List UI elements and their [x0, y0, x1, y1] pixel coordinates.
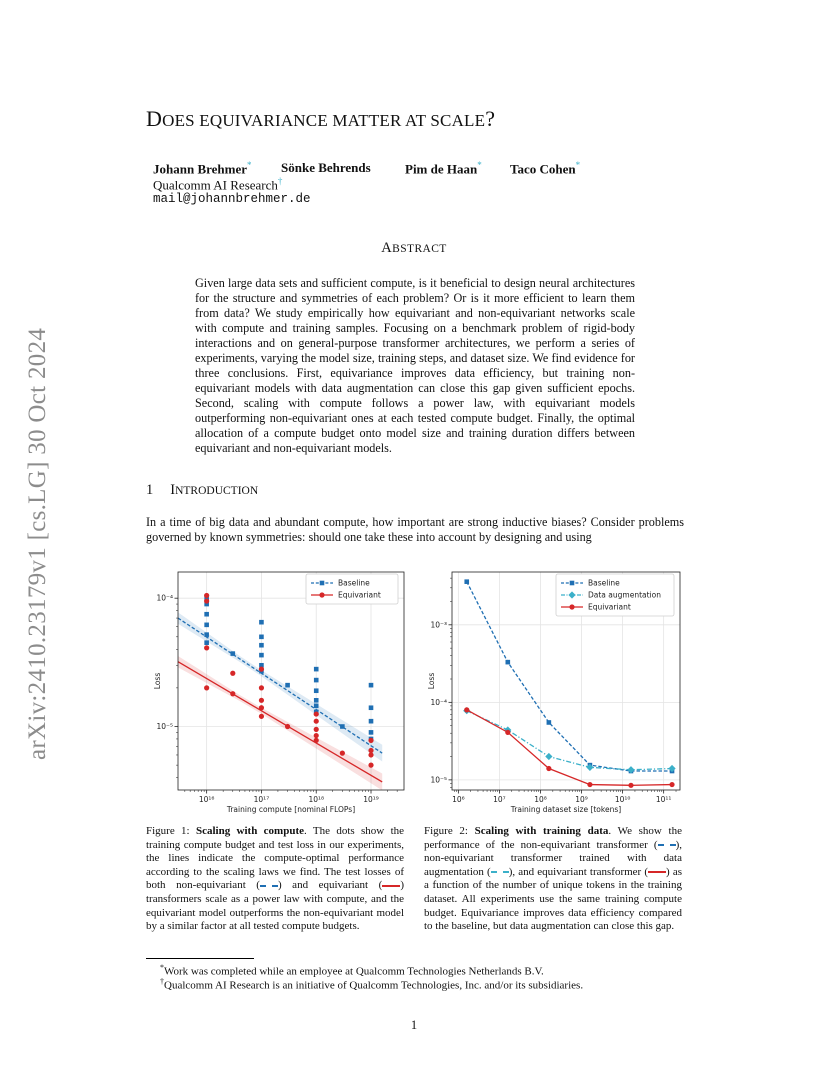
x-tick-label: 10⁸	[534, 795, 547, 804]
x-tick-label: 10¹⁸	[308, 795, 325, 804]
title-part-2: OES EQUIVARIANCE MATTER AT SCALE	[162, 111, 486, 130]
x-tick-label: 10⁶	[452, 795, 465, 804]
footnote-2	[160, 977, 583, 992]
caption-label: Figure 2:	[424, 825, 475, 837]
author-mark: *	[575, 160, 581, 170]
section-title-initial: I	[170, 482, 176, 498]
abstract-heading	[0, 240, 828, 257]
caption-text-2: ) and equivariant (	[277, 879, 383, 892]
data-point	[314, 727, 319, 732]
x-tick-label: 10⁹	[575, 795, 588, 804]
data-point	[314, 733, 319, 738]
caption-text-2: ), non-equivariant transformer trained with data augmentation (	[424, 838, 682, 878]
data-point	[259, 714, 264, 719]
x-axis-label: Training dataset size [tokens]	[510, 805, 622, 814]
title-part-1: D	[146, 106, 163, 131]
author-email[interactable]: mail@johannbrehmer.de	[153, 192, 311, 206]
data-point	[314, 698, 319, 703]
data-point	[368, 748, 373, 753]
data-point	[204, 612, 209, 617]
y-axis-label: Loss	[153, 672, 162, 690]
data-point	[506, 660, 511, 665]
data-point	[204, 632, 209, 637]
abstract-heading-initial: A	[381, 240, 393, 256]
equivariant-line-sample	[382, 885, 400, 887]
data-point	[204, 685, 209, 690]
data-point	[464, 579, 469, 584]
footnote-rule	[146, 958, 254, 959]
affiliation-mark: †	[277, 176, 283, 186]
caption-text-3: ) transformers scale as a power law with compute, and the equivariant model outperforms the non-equivariant model by a similar factor at all tested compute budgets.	[146, 879, 404, 933]
arxiv-stamp: arXiv:2410.23179v1 [cs.LG] 30 Oct 2024	[24, 327, 51, 760]
data-point	[314, 703, 319, 708]
data-point	[204, 640, 209, 645]
author-mark: *	[477, 160, 482, 170]
data-point	[464, 707, 469, 712]
author-4	[510, 160, 580, 177]
data-point	[368, 752, 373, 757]
y-axis-label: Loss	[427, 672, 436, 690]
data-point	[204, 598, 209, 603]
data-point	[369, 683, 374, 688]
data-point	[547, 720, 552, 725]
author-name: Sönke Behrends	[281, 160, 371, 175]
data-point	[369, 730, 374, 735]
legend-label: Equivariant	[338, 590, 381, 600]
augmentation-line-sample	[491, 871, 509, 873]
y-tick-label: 10⁻⁴	[430, 697, 447, 707]
data-point	[259, 667, 264, 672]
data-point	[204, 623, 209, 628]
data-point	[628, 783, 633, 788]
data-point	[369, 705, 374, 710]
legend-label: Data augmentation	[588, 590, 661, 600]
data-point	[259, 620, 264, 625]
chart-legend	[556, 574, 674, 616]
legend-marker	[319, 592, 324, 597]
caption-text-3: ), and equivariant transformer (	[508, 865, 649, 878]
affiliation	[153, 176, 282, 193]
data-point	[669, 782, 674, 787]
x-tick-label: 10¹⁷	[253, 795, 270, 804]
equivariant-line-sample	[648, 871, 666, 873]
footnote-text: Work was completed while an employee at Qualcomm Technologies Netherlands B.V.	[164, 965, 544, 978]
figure-2-chart	[418, 566, 686, 820]
data-point	[204, 593, 209, 598]
baseline-line-sample	[658, 844, 676, 846]
legend-label: Baseline	[338, 578, 370, 588]
data-point	[314, 711, 319, 716]
page-number: 1	[410, 1018, 418, 1032]
caption-text-1: . We show the performance of the non-equivariant transformer (	[424, 825, 682, 851]
data-point	[369, 719, 374, 724]
author-mark: *	[247, 160, 252, 170]
caption-text-1: . The dots show the training compute budget and test loss in our experiments, the lines indicate the compute-optimal performance according to the scaling laws we find. The test losses of both non-equivariant (	[146, 825, 405, 892]
intro-paragraph: In a time of big data and abundant compute, how important are strong inductive biases? Consider problems governed by known symmetries: should one take these into account by designing and using	[146, 515, 684, 544]
abstract-text: Given large data sets and sufficient compute, is it beneficial to design neural architectures for the structure and symmetries of each problem? Or is it more efficient to learn them from data? We study empirically how equivariant and non-equivariant networks scale with compute and training samples. Focusing on a benchmark problem of rigid-body interactions and on general-purpose transformer architectures, we perform a series of experiments, varying the model size, training steps, and dataset size. We find evidence for three conclusions. First, equivariance improves data efficiency, but training non-equivariant models with data augmentation can close this gap given sufficient epochs. Second, scaling with compute follows a power law, with equivariant models outperforming non-equivariant ones at each tested compute budget. Finally, the optimal allocation of a compute budget onto model size and training duration differs between equivariant and non-equivariant models.	[195, 276, 635, 455]
data-point	[230, 651, 235, 656]
data-point	[340, 751, 345, 756]
footnote-mark: *	[160, 963, 164, 972]
data-point	[259, 698, 264, 703]
footnote-1	[160, 963, 544, 978]
legend-label: Baseline	[588, 578, 620, 588]
caption-label: Figure 1:	[146, 825, 196, 837]
data-point	[230, 691, 235, 696]
data-point	[314, 738, 319, 743]
data-point	[314, 667, 319, 672]
data-point	[259, 635, 264, 640]
author-2	[281, 160, 371, 176]
y-tick-label: 10⁻⁵	[430, 775, 447, 785]
chart-legend	[306, 574, 398, 604]
x-tick-label: 10¹¹	[655, 795, 672, 804]
data-point	[340, 724, 345, 729]
figure-2-caption	[424, 825, 682, 934]
data-point	[587, 782, 592, 787]
author-1	[153, 160, 252, 177]
data-point	[314, 678, 319, 683]
author-name: Pim de Haan	[405, 161, 478, 177]
data-point	[259, 685, 264, 690]
x-tick-label: 10¹⁹	[363, 795, 379, 804]
data-point	[259, 653, 264, 658]
affiliation-name: Qualcomm AI Research	[153, 177, 278, 193]
x-tick-label: 10⁷	[493, 795, 506, 804]
data-point	[285, 724, 290, 729]
data-point	[204, 645, 209, 650]
caption-bold: Scaling with training data	[474, 825, 609, 837]
data-point	[259, 705, 264, 710]
title-part-3: ?	[485, 106, 496, 131]
legend-marker	[569, 604, 574, 609]
legend-label: Equivariant	[588, 602, 631, 612]
y-tick-label: 10⁻⁴	[156, 593, 173, 603]
figure-1-caption	[146, 825, 404, 934]
legend-marker	[570, 581, 575, 586]
x-tick-label: 10¹⁰	[614, 795, 631, 804]
data-point	[368, 763, 373, 768]
author-name: Johann Brehmer	[153, 161, 248, 177]
caption-bold: Scaling with compute	[195, 825, 304, 837]
footnote-text: Qualcomm AI Research is an initiative of Qualcomm Technologies, Inc. and/or its subsidiaries.	[164, 979, 584, 992]
data-point	[285, 683, 290, 688]
x-tick-label: 10¹⁶	[198, 795, 215, 804]
section-heading	[146, 482, 258, 499]
section-title-rest: NTRODUCTION	[175, 485, 259, 497]
paper-title	[146, 106, 495, 132]
figure-1-chart	[146, 566, 410, 820]
data-point	[505, 730, 510, 735]
caption-text-4: ) as a function of the number of unique tokens in the training dataset. All experiments use the same training compute budget. Equivariance improves data efficiency compared to the baseline, but data augmentation can close this gap.	[424, 865, 683, 933]
section-number: 1	[146, 482, 154, 498]
data-point	[314, 719, 319, 724]
y-tick-label: 10⁻⁵	[156, 722, 173, 732]
abstract-heading-rest: BSTRACT	[392, 243, 447, 255]
author-name: Taco Cohen	[510, 161, 576, 177]
legend-marker	[320, 581, 325, 586]
data-point	[368, 738, 373, 743]
data-point	[546, 766, 551, 771]
x-axis-label: Training compute [nominal FLOPs]	[226, 805, 356, 814]
data-point	[230, 671, 235, 676]
data-point	[259, 643, 264, 648]
author-3	[405, 160, 482, 177]
data-point	[314, 688, 319, 693]
baseline-line-sample	[260, 885, 278, 887]
y-tick-label: 10⁻³	[430, 620, 447, 630]
footnote-mark: †	[160, 977, 164, 986]
